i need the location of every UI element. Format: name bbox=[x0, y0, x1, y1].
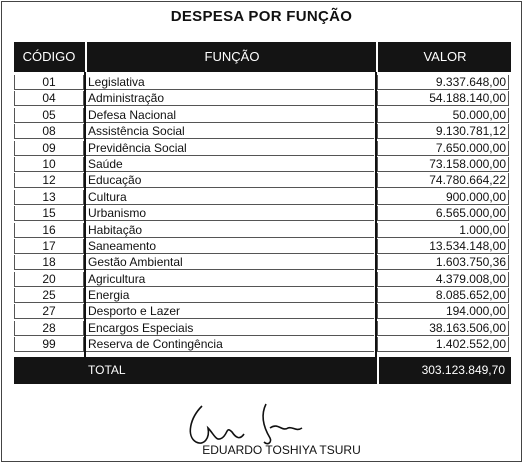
row-value: 9.337.648,00 bbox=[377, 75, 509, 90]
row-code: 25 bbox=[14, 288, 84, 303]
signer-name: EDUARDO TOSHIYA TSURU bbox=[202, 443, 361, 457]
row-function: Defesa Nacional bbox=[86, 108, 374, 123]
row-code: 16 bbox=[14, 223, 84, 238]
row-function: Cultura bbox=[86, 190, 374, 205]
row-function: Previdência Social bbox=[86, 141, 374, 156]
row-value: 900.000,00 bbox=[377, 190, 509, 205]
row-function: Habitação bbox=[86, 223, 374, 238]
row-code: 20 bbox=[14, 272, 84, 287]
table-row bbox=[14, 91, 511, 107]
row-value: 4.379.008,00 bbox=[377, 272, 509, 287]
row-value: 194.000,00 bbox=[377, 304, 509, 319]
row-value: 7.650.000,00 bbox=[377, 141, 509, 156]
row-value: 9.130.781,12 bbox=[377, 124, 509, 139]
column-divider bbox=[84, 72, 86, 357]
header-code: CÓDIGO bbox=[22, 49, 76, 64]
row-code: 10 bbox=[14, 157, 84, 172]
row-value: 54.188.140,00 bbox=[377, 91, 509, 106]
total-value: 303.123.849,70 bbox=[421, 363, 505, 377]
row-value: 1.000,00 bbox=[377, 223, 509, 238]
table-row bbox=[14, 206, 511, 222]
table-row bbox=[14, 239, 511, 255]
handwritten-signature bbox=[180, 398, 320, 448]
row-function: Assistência Social bbox=[86, 124, 374, 139]
total-row bbox=[14, 357, 511, 384]
row-value: 6.565.000,00 bbox=[377, 206, 509, 221]
table-row bbox=[14, 173, 511, 189]
row-value: 13.534.148,00 bbox=[377, 239, 509, 254]
row-function: Energia bbox=[86, 288, 374, 303]
row-value: 1.402.552,00 bbox=[377, 337, 509, 352]
row-code: 28 bbox=[14, 321, 84, 336]
row-value: 50.000,00 bbox=[377, 108, 509, 123]
row-code: 27 bbox=[14, 304, 84, 319]
row-code: 18 bbox=[14, 255, 84, 270]
row-code: 17 bbox=[14, 239, 84, 254]
row-code: 08 bbox=[14, 124, 84, 139]
page-title: DESPESA POR FUNÇÃO bbox=[170, 8, 353, 25]
row-code: 04 bbox=[14, 91, 84, 106]
table-row bbox=[14, 190, 511, 206]
table-row bbox=[14, 321, 511, 337]
table-row bbox=[14, 108, 511, 124]
table-row bbox=[14, 223, 511, 239]
row-value: 74.780.664,22 bbox=[377, 173, 509, 188]
row-function: Reserva de Contingência bbox=[86, 337, 374, 352]
table-row bbox=[14, 255, 511, 271]
header-divider bbox=[85, 42, 87, 72]
row-code: 15 bbox=[14, 206, 84, 221]
row-function: Saneamento bbox=[86, 239, 374, 254]
table-row bbox=[14, 272, 511, 288]
column-divider bbox=[375, 72, 377, 357]
row-code: 01 bbox=[14, 75, 84, 90]
row-function: Legislativa bbox=[86, 75, 374, 90]
header-divider bbox=[376, 42, 378, 72]
table-row bbox=[14, 124, 511, 140]
total-label: TOTAL bbox=[88, 363, 126, 377]
row-code: 13 bbox=[14, 190, 84, 205]
row-function: Desporto e Lazer bbox=[86, 304, 374, 319]
row-code: 09 bbox=[14, 141, 84, 156]
table-header bbox=[14, 42, 511, 72]
table-row bbox=[14, 75, 511, 91]
row-function: Agricultura bbox=[86, 272, 374, 287]
row-function: Urbanismo bbox=[86, 206, 374, 221]
table-row bbox=[14, 337, 511, 353]
header-value: VALOR bbox=[423, 49, 467, 64]
row-function: Encargos Especiais bbox=[86, 321, 374, 336]
table-body bbox=[14, 75, 511, 354]
row-function: Saúde bbox=[86, 157, 374, 172]
row-value: 38.163.506,00 bbox=[377, 321, 509, 336]
row-value: 73.158.000,00 bbox=[377, 157, 509, 172]
row-function: Administração bbox=[86, 91, 374, 106]
row-code: 05 bbox=[14, 108, 84, 123]
header-function: FUNÇÃO bbox=[204, 49, 260, 64]
table-row bbox=[14, 304, 511, 320]
row-function: Educação bbox=[86, 173, 374, 188]
table-row bbox=[14, 288, 511, 304]
total-divider bbox=[377, 357, 379, 384]
row-code: 99 bbox=[14, 337, 84, 352]
table-row bbox=[14, 141, 511, 157]
row-value: 8.085.652,00 bbox=[377, 288, 509, 303]
row-code: 12 bbox=[14, 173, 84, 188]
row-function: Gestão Ambiental bbox=[86, 255, 374, 270]
row-value: 1.603.750,36 bbox=[377, 255, 509, 270]
table-row bbox=[14, 157, 511, 173]
